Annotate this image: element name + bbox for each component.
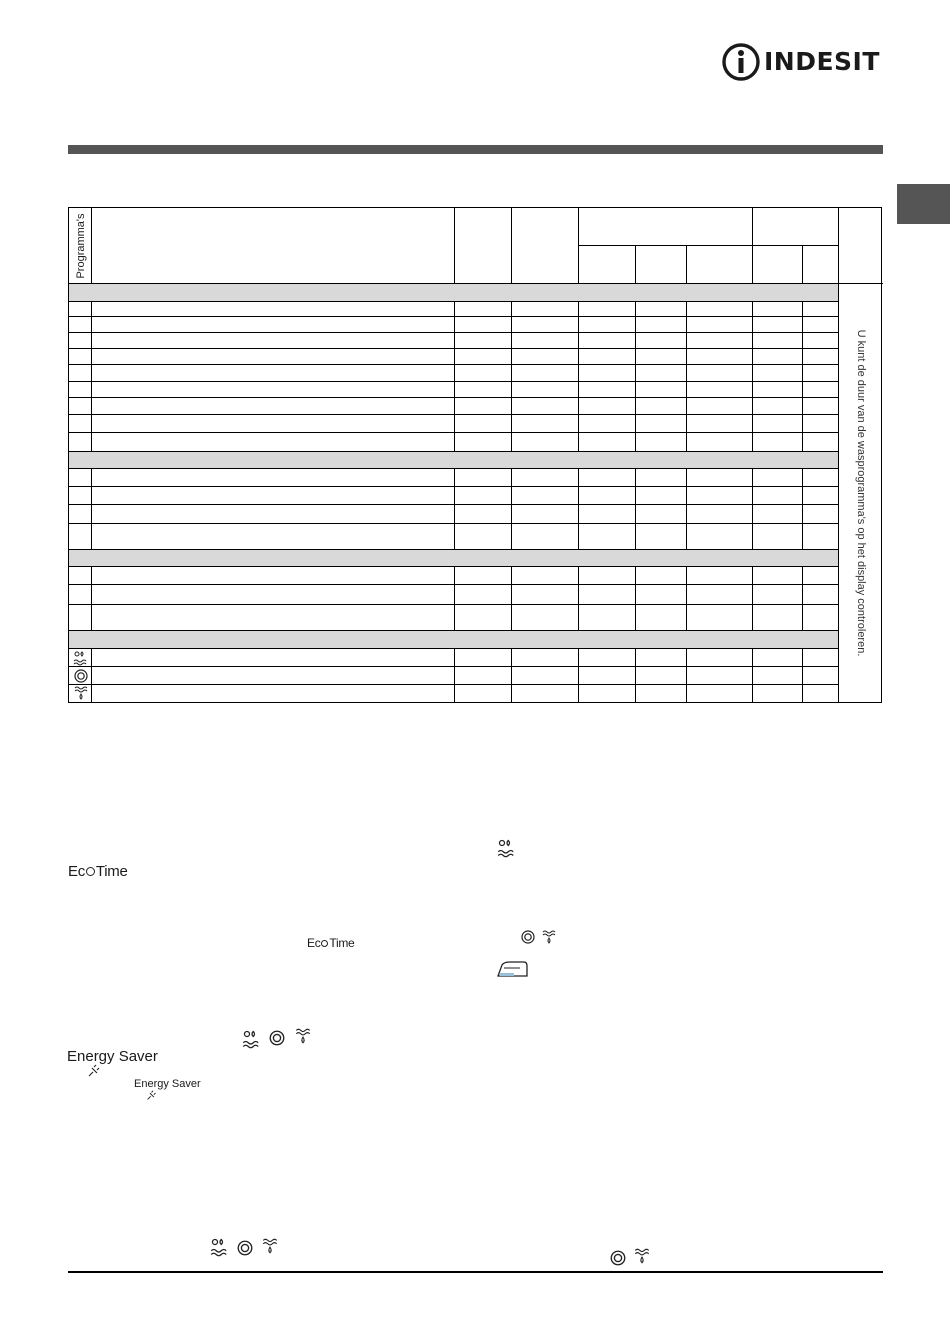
section-band: [69, 549, 838, 566]
duration-side-note: U kunt de duur van de wasprogramma's op het display controleren.: [855, 329, 867, 656]
table-row-line: [69, 666, 839, 667]
stain-wash-icon: [73, 650, 89, 666]
table-row-line: [69, 468, 839, 469]
table-row-line: [69, 364, 839, 365]
section-band: [69, 284, 838, 301]
table-row-line: [69, 451, 839, 452]
energy-saver-logo-small: Energy Saver: [134, 1078, 201, 1090]
table-row-line: [69, 684, 839, 685]
table-row-line: [69, 414, 839, 415]
table-row-line: [69, 486, 839, 487]
section-band: [69, 630, 838, 648]
spin-icon: [73, 668, 89, 684]
eco-time-logo: Ec Time: [68, 863, 128, 880]
header-bar: [68, 145, 883, 154]
table-row-line: [69, 301, 839, 302]
table-row-line: [69, 584, 839, 585]
eco-time-logo-small: Ec Time: [307, 936, 355, 950]
indesit-i-logo-icon: [722, 42, 762, 82]
drain-icon: [541, 929, 557, 945]
table-row-line: [69, 523, 839, 524]
energy-saver-logo: Energy Saver: [67, 1048, 158, 1065]
plug-icon: [87, 1064, 101, 1078]
programmes-column-header: Programma's: [75, 213, 87, 279]
brand-name: INDESIT: [764, 47, 880, 76]
table-row-line: [69, 432, 839, 433]
stain-wash-icon: [210, 1237, 230, 1257]
eco-time-leaf-icon: [86, 867, 95, 876]
table-row-line: [69, 604, 839, 605]
spin-icon: [236, 1239, 254, 1257]
footer-rule: [68, 1271, 883, 1273]
table-row-line: [69, 316, 839, 317]
drain-icon: [633, 1247, 651, 1265]
table-row-line: [69, 549, 839, 550]
spin-icon: [520, 929, 536, 945]
table-row-line: [69, 332, 839, 333]
plug-icon: [146, 1090, 157, 1101]
drain-icon: [73, 685, 89, 701]
iron-icon: [496, 959, 530, 979]
brand-logo: [722, 42, 884, 82]
table-row-line: [69, 504, 839, 505]
table-row-line: [69, 381, 839, 382]
table-row-line: [69, 397, 839, 398]
stain-wash-icon: [242, 1029, 262, 1049]
table-row-line: [69, 630, 839, 631]
spin-icon: [609, 1249, 627, 1267]
drain-icon: [261, 1237, 279, 1255]
page-side-tab: [897, 184, 950, 224]
section-band: [69, 451, 838, 468]
table-row-line: [69, 348, 839, 349]
drain-icon: [294, 1027, 312, 1045]
programme-table: [68, 207, 882, 703]
eco-time-leaf-icon: [321, 940, 328, 947]
spin-icon: [268, 1029, 286, 1047]
table-row-line: [69, 566, 839, 567]
table-row-line: [69, 648, 839, 649]
stain-wash-icon: [497, 838, 517, 858]
